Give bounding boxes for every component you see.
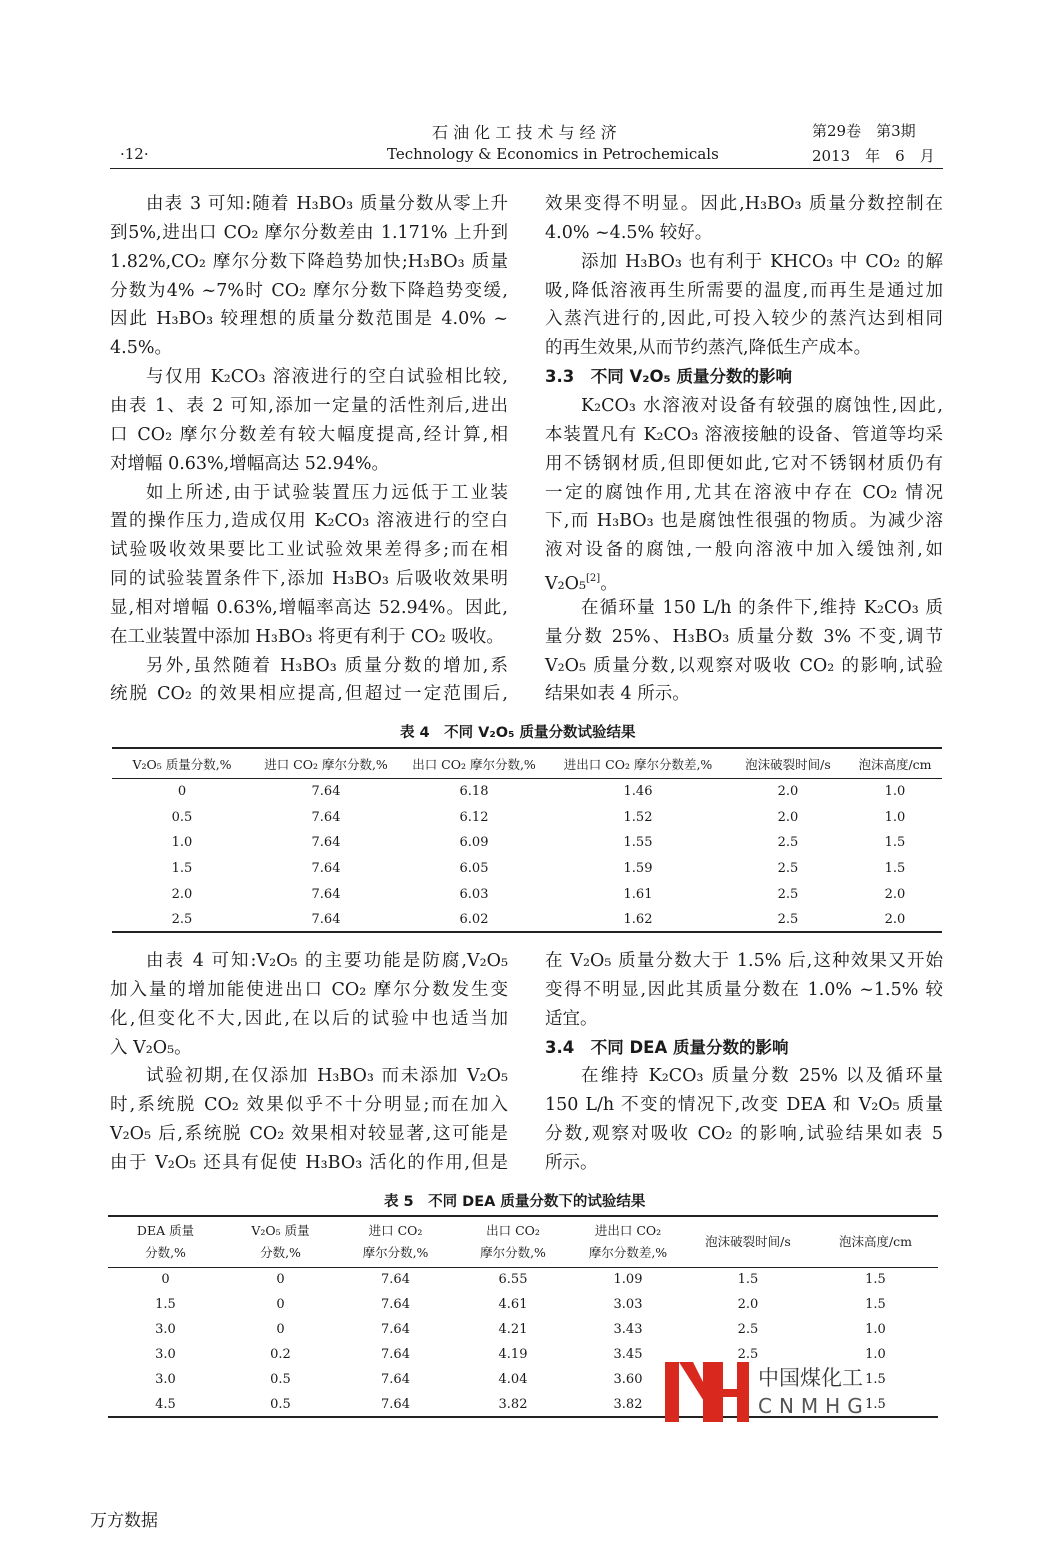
table-row xyxy=(112,881,942,907)
text-line: 对增幅 0.63%,增幅高达 52.94%。 xyxy=(110,453,390,474)
text-line: 口 CO₂ 摩尔分数差有较大幅度提高,经计算,相 xyxy=(110,424,508,445)
text-line: 由表 4 可知:V₂O₅ 的主要功能是防腐,V₂O₅ xyxy=(146,951,508,971)
watermark-en: CNMHG xyxy=(758,1394,870,1418)
table-cell: 2.0 xyxy=(737,1297,759,1312)
text-line: 150 L/h 不变的情况下,改变 DEA 和 V₂O₅ 质量 xyxy=(545,1095,943,1116)
table-cell: 1.09 xyxy=(613,1272,643,1287)
table-cell: 1.5 xyxy=(171,861,193,877)
table-header-row xyxy=(108,1217,938,1267)
text-line: 添加 H₃BO₃ 也有利于 KHCO₃ 中 CO₂ 的解 xyxy=(581,251,943,272)
table-cell: 0.5 xyxy=(270,1397,291,1412)
text-line: 与仅用 K₂CO₃ 溶液进行的空白试验相比较, xyxy=(146,367,508,388)
mh-logo-icon xyxy=(665,1362,755,1422)
column-header: 泡沫高度/cm xyxy=(838,1234,913,1249)
text-line: 结果如表 4 所示。 xyxy=(545,684,690,705)
table-cell: 3.60 xyxy=(613,1372,643,1387)
table-cell: 3.0 xyxy=(155,1322,176,1337)
column-header: 进出口 CO₂ 摩尔分数差,% xyxy=(563,757,713,772)
table-cell: 3.82 xyxy=(498,1397,528,1412)
text-line: 1.82%,CO₂ 摩尔分数下降趋势加快;H₃BO₃ 质量 xyxy=(110,251,508,272)
text-line: 适宜。 xyxy=(545,1008,598,1029)
text-line: 量分数 25%、H₃BO₃ 质量分数 3% 不变,调节 xyxy=(545,626,943,647)
table-cell: 2.5 xyxy=(777,835,799,851)
table4-bottom-rule xyxy=(112,931,942,933)
table-cell: 1.0 xyxy=(865,1322,886,1337)
text-line: 一定的腐蚀作用,尤其在溶液中存在 CO₂ 情况 xyxy=(545,482,943,503)
table-cell: 2.5 xyxy=(171,912,193,928)
page-number: ·12· xyxy=(120,145,149,163)
table-cell: 1.5 xyxy=(884,835,906,851)
table-cell: 3.03 xyxy=(613,1297,643,1312)
table-row xyxy=(108,1267,938,1292)
table-cell: 0.5 xyxy=(270,1372,291,1387)
table-cell: 6.18 xyxy=(459,784,489,800)
table-cell: 1.0 xyxy=(884,809,906,825)
watermark-cn: 中国煤化工 xyxy=(758,1366,863,1390)
section-heading: 3.4 不同 DEA 质量分数的影响 xyxy=(545,1037,789,1057)
text-line: 到5%,进出口 CO₂ 摩尔分数差由 1.171% 上升到 xyxy=(110,222,508,243)
table4 xyxy=(112,749,942,933)
citation-ref: [2] xyxy=(586,573,601,585)
table-cell: 1.59 xyxy=(623,861,653,877)
table-cell: 7.64 xyxy=(311,861,341,877)
text-line: 的再生效果,从而节约蒸汽,降低生产成本。 xyxy=(545,338,872,359)
text-line: 加入量的增加能使进出口 CO₂ 摩尔分数发生变 xyxy=(110,979,508,1000)
table-cell: 2.5 xyxy=(777,886,799,902)
table-cell: 4.61 xyxy=(498,1297,528,1312)
table-cell: 0 xyxy=(276,1322,285,1337)
column-header: 泡沫破裂时间/s xyxy=(745,757,831,772)
table-row xyxy=(108,1292,938,1317)
text-line: 统脱 CO₂ 的效果相应提高,但超过一定范围后, xyxy=(110,684,508,705)
table-cell: 1.62 xyxy=(623,912,653,928)
column-header: 进口 CO₂ 摩尔分数,% xyxy=(264,757,388,772)
table-cell: 3.0 xyxy=(155,1347,176,1362)
table-cell: 2.0 xyxy=(777,784,799,800)
table-cell: 2.0 xyxy=(171,886,193,902)
text-line: 由表 3 可知:随着 H₃BO₃ 质量分数从零上升 xyxy=(146,194,508,214)
table-cell: 1.5 xyxy=(865,1297,886,1312)
text-line: V₂O₅[2]。 xyxy=(545,573,618,595)
table4-title: 表 4 不同 V₂O₅ 质量分数试验结果 xyxy=(400,725,636,741)
table-row xyxy=(112,830,942,856)
text-line: V₂O₅ 后,系统脱 CO₂ 效果相对较显著,这可能是 xyxy=(110,1124,508,1145)
table-cell: 3.0 xyxy=(155,1372,176,1387)
table-cell: 1.61 xyxy=(623,886,653,902)
journal-title-cn: 石 油 化 工 技 术 与 经 济 xyxy=(432,123,617,142)
issue-date: 2013 年 6 月 xyxy=(812,147,935,165)
table5-header-rule xyxy=(108,1267,938,1268)
section-heading: 3.3 不同 V₂O₅ 质量分数的影响 xyxy=(545,367,792,387)
table-cell: 2.0 xyxy=(777,809,799,825)
column-header: 泡沫高度/cm xyxy=(858,757,932,772)
table-row xyxy=(112,856,942,882)
text-line: 化,但变化不大,因此,在以后的试验中也适当加 xyxy=(110,1008,508,1029)
table-cell: 1.0 xyxy=(171,835,193,851)
table-cell: 1.5 xyxy=(155,1297,176,1312)
cnmhg-watermark-logo xyxy=(665,1362,895,1422)
table-cell: 7.64 xyxy=(381,1272,410,1287)
table-cell: 1.55 xyxy=(623,835,653,851)
table-cell: 2.0 xyxy=(884,886,906,902)
text-line: 效果变得不明显。因此,H₃BO₃ 质量分数控制在 xyxy=(545,194,943,214)
table-cell: 7.64 xyxy=(311,912,341,928)
text-line: 试验吸收效果要比工业试验效果差得多;而在相 xyxy=(110,540,508,561)
table-cell: 7.64 xyxy=(381,1297,410,1312)
text-line: 4.5%。 xyxy=(110,338,172,359)
table-cell: 7.64 xyxy=(381,1322,410,1337)
column-header: 泡沫破裂时间/s xyxy=(705,1234,791,1249)
text-line: K₂CO₃ 水溶液对设备有较强的腐蚀性,因此, xyxy=(581,395,943,416)
table-cell: 1.52 xyxy=(623,809,653,825)
table-row xyxy=(108,1317,938,1342)
table-cell: 1.0 xyxy=(865,1347,886,1362)
text-line: 另外,虽然随着 H₃BO₃ 质量分数的增加,系 xyxy=(146,655,508,676)
table-cell: 7.64 xyxy=(381,1372,410,1387)
text-line: 入蒸汽进行的,因此,可投入较少的蒸汽达到相同 xyxy=(545,309,943,330)
table-cell: 7.64 xyxy=(311,784,341,800)
table-cell: 6.05 xyxy=(459,861,489,877)
text-line: 液对设备的腐蚀,一般向溶液中加入缓蚀剂,如 xyxy=(545,540,943,561)
table-cell: 1.5 xyxy=(865,1272,886,1287)
table-cell: 1.5 xyxy=(865,1397,886,1412)
column-header: 出口 CO₂ 摩尔分数,% xyxy=(412,757,536,772)
table-cell: 2.5 xyxy=(777,861,799,877)
text-line: 在 V₂O₅ 质量分数大于 1.5% 后,这种效果又开始 xyxy=(545,951,943,971)
table-cell: 2.5 xyxy=(737,1347,759,1362)
text-line: 在维持 K₂CO₃ 质量分数 25% 以及循环量 xyxy=(581,1066,943,1087)
text-line: 显,相对增幅 0.63%,增幅率高达 52.94%。因此, xyxy=(110,597,508,618)
table-row xyxy=(112,779,942,805)
column-header: V₂O₅ 质量 分数,% xyxy=(251,1223,310,1260)
table-cell: 0 xyxy=(276,1297,285,1312)
table-cell: 4.19 xyxy=(498,1347,528,1362)
table-cell: 0.5 xyxy=(171,809,193,825)
table-cell: 1.5 xyxy=(865,1372,886,1387)
column-header: V₂O₅ 质量分数,% xyxy=(132,757,232,772)
table-cell: 3.82 xyxy=(613,1397,643,1412)
text-line: 由表 1、表 2 可知,添加一定量的活性剂后,进出 xyxy=(110,395,508,416)
table-cell: 7.64 xyxy=(381,1347,410,1362)
volume-issue: 第29卷 第3期 xyxy=(812,122,916,140)
footer-source: 万方数据 xyxy=(90,1511,158,1531)
table-cell: 7.64 xyxy=(311,886,341,902)
journal-title-en: Technology & Economics in Petrochemicals xyxy=(387,145,719,163)
text-line: V₂O₅ 质量分数,以观察对吸收 CO₂ 的影响,试验 xyxy=(545,655,943,676)
table-cell: 3.43 xyxy=(613,1322,643,1337)
table-cell: 1.5 xyxy=(737,1272,759,1287)
table-cell: 7.64 xyxy=(311,809,341,825)
table-row xyxy=(112,805,942,831)
table4-header-rule xyxy=(112,778,942,779)
text-line: 下,而 H₃BO₃ 也是腐蚀性很强的物质。为减少溶 xyxy=(545,511,943,532)
table-cell: 6.12 xyxy=(459,809,489,825)
text-line: 所示。 xyxy=(545,1152,598,1173)
text-line: 4.0% ~4.5% 较好。 xyxy=(545,222,713,243)
column-header: 进口 CO₂ 摩尔分数,% xyxy=(362,1223,429,1260)
table-cell: 3.45 xyxy=(613,1347,643,1362)
table-cell: 1.46 xyxy=(623,784,653,800)
table-cell: 7.64 xyxy=(311,835,341,851)
table-cell: 6.09 xyxy=(459,835,489,851)
text-line: 同的试验装置条件下,添加 H₃BO₃ 后吸收效果明 xyxy=(110,569,508,590)
text-line: 因此 H₃BO₃ 较理想的质量分数范围是 4.0% ~ xyxy=(110,309,508,330)
table-cell: 6.02 xyxy=(459,912,489,928)
table-cell: 2.5 xyxy=(777,912,799,928)
table-cell: 4.04 xyxy=(498,1372,528,1387)
column-header: DEA 质量 分数,% xyxy=(136,1223,195,1260)
header-rule xyxy=(110,168,943,169)
table-cell: 6.03 xyxy=(459,886,489,902)
table-header-row xyxy=(112,749,942,779)
table-row xyxy=(112,907,942,933)
text-line: 试验初期,在仅添加 H₃BO₃ 而未添加 V₂O₅ xyxy=(146,1066,508,1087)
text-line: 时,系统脱 CO₂ 效果似乎不十分明显;而在加入 xyxy=(110,1095,508,1116)
table-cell: 4.5 xyxy=(155,1397,176,1412)
text-line: 用不锈钢材质,但即便如此,它对不锈钢材质仍有 xyxy=(545,453,943,474)
table-cell: 7.64 xyxy=(381,1397,410,1412)
text-line: 在循环量 150 L/h 的条件下,维持 K₂CO₃ 质 xyxy=(581,597,943,618)
text-line: 吸,降低溶液再生所需要的温度,而再生是通过加 xyxy=(545,280,943,301)
table-cell: 0.2 xyxy=(270,1347,291,1362)
text-line: 变得不明显,因此其质量分数在 1.0% ~1.5% 较 xyxy=(545,979,943,1000)
text-line: 分数,观察对吸收 CO₂ 的影响,试验结果如表 5 xyxy=(545,1124,943,1145)
table-cell: 6.55 xyxy=(498,1272,528,1287)
column-header: 进出口 CO₂ 摩尔分数差,% xyxy=(588,1223,668,1260)
table-cell: 4.21 xyxy=(498,1322,528,1337)
text-line: 在工业装置中添加 H₃BO₃ 将更有利于 CO₂ 吸收。 xyxy=(110,626,504,647)
table-cell: 2.5 xyxy=(737,1322,759,1337)
table5-title: 表 5 不同 DEA 质量分数下的试验结果 xyxy=(384,1194,646,1210)
table-cell: 1.5 xyxy=(884,861,906,877)
table-cell: 0 xyxy=(161,1272,170,1287)
text-line: 置的操作压力,造成仅用 K₂CO₃ 溶液进行的空白 xyxy=(110,511,508,532)
text-line: 由于 V₂O₅ 还具有促使 H₃BO₃ 活化的作用,但是 xyxy=(110,1152,508,1173)
column-header: 出口 CO₂ 摩尔分数,% xyxy=(480,1223,546,1260)
table-cell: 1.0 xyxy=(884,784,906,800)
text-line: 分数为4% ~7%时 CO₂ 摩尔分数下降趋势变缓, xyxy=(110,280,508,301)
table-cell: 0 xyxy=(276,1272,285,1287)
text-line: 本装置凡有 K₂CO₃ 溶液接触的设备、管道等均采 xyxy=(545,424,943,445)
text-line: 如上所述,由于试验装置压力远低于工业装 xyxy=(146,482,508,503)
text-line: 入 V₂O₅。 xyxy=(110,1037,192,1058)
table-cell: 2.0 xyxy=(884,912,906,928)
table-cell: 0 xyxy=(177,784,187,800)
